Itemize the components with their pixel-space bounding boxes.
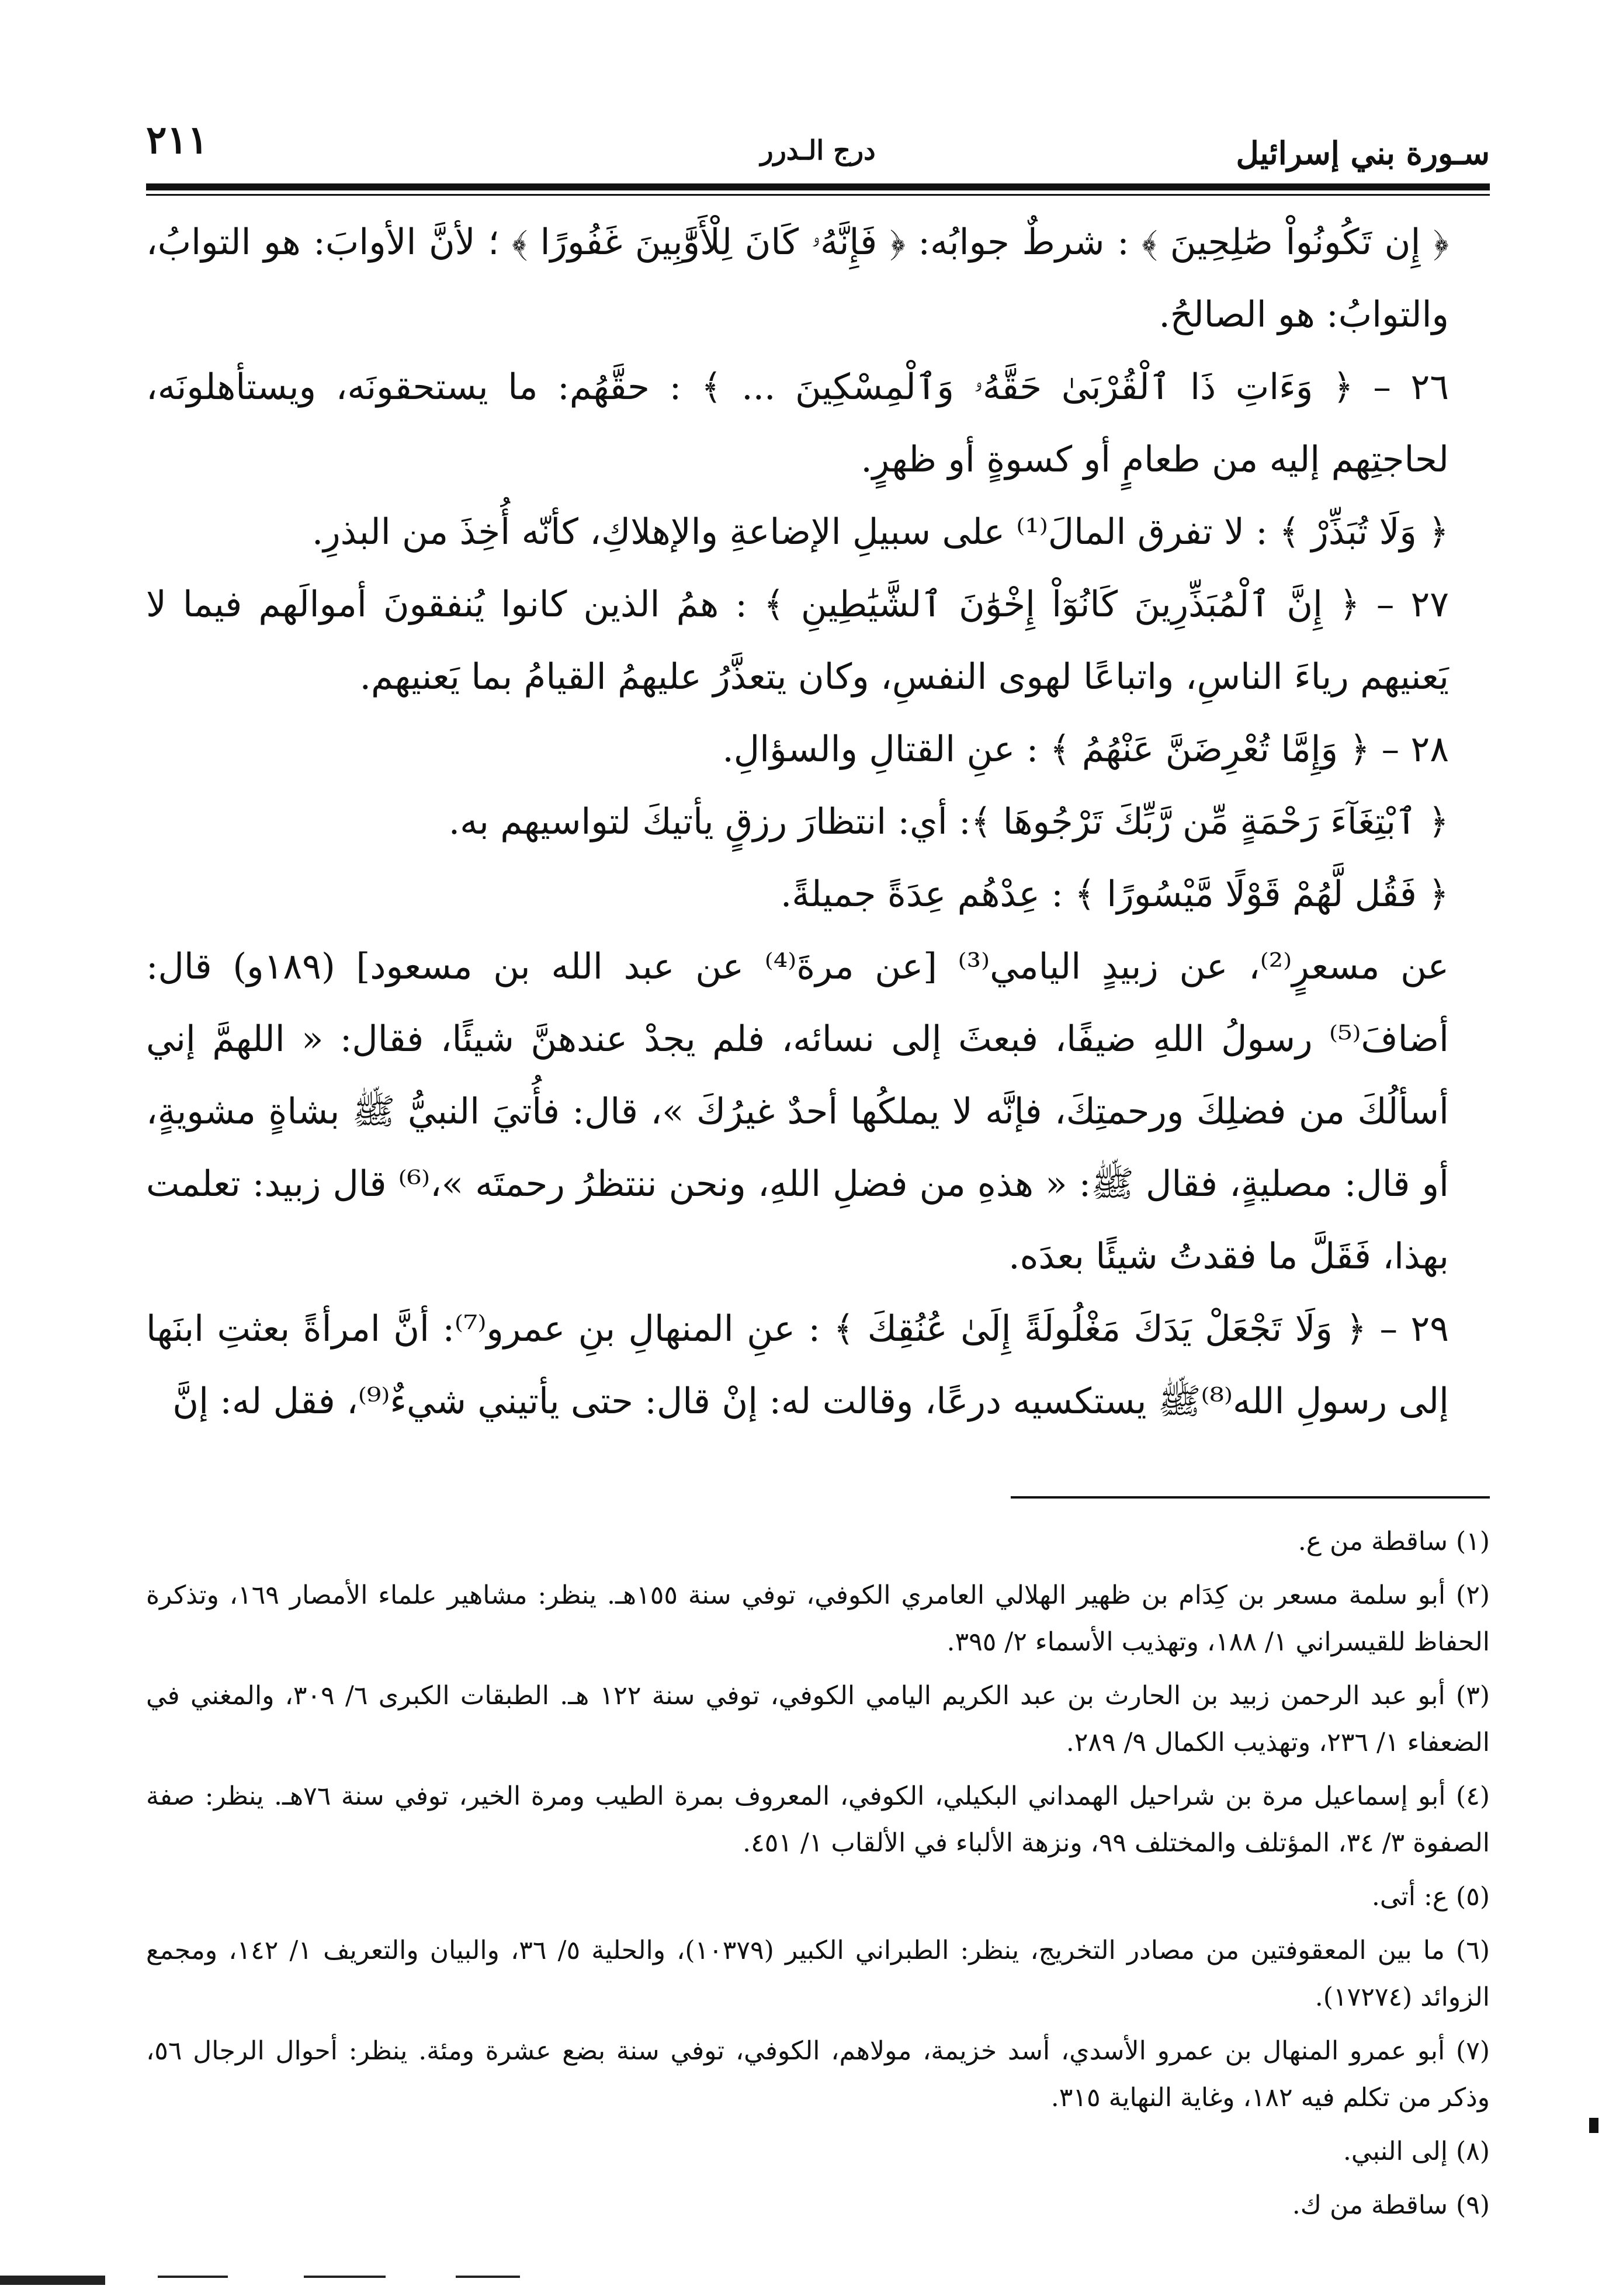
paragraph-6: ﴿ ٱبْتِغَآءَ رَحْمَةٍ مِّن رَّبِّكَ تَرْجُوهَا ﴾: أي: انتظارَ رزقٍ يأتيكَ لتواسيهم به. — [448, 801, 1449, 842]
paragraph-4: ٢٧ – ﴿ إِنَّ ٱلْمُبَذِّرِينَ كَانُوٓاْ إِخْوَٰنَ ٱلشَّيَٰطِينِ ﴾ : همُ الذين كانوا يُنفقونَ أموالَهم فيما لا يَعنيهم رياءَ الناسِ، واتباعًا لهوى النفسِ، وكان يتعذَّرُ عليهمُ القيامُ بما يَعنيهم. — [146, 584, 1449, 698]
chapter-title: سـورة بني إسرائيل — [1236, 134, 1490, 172]
paragraph-5: ٢٨ – ﴿ وَإِمَّا تُعْرِضَنَّ عَنْهُمُ ﴾ : عنِ القتالِ والسؤالِ. — [722, 729, 1449, 770]
footnote: (٩) ساقطة من ك. — [1292, 2190, 1490, 2220]
footnote: (٨) إلى النبي. — [1343, 2137, 1490, 2166]
paragraph-3: ﴿ وَلَا تُبَذِّرْ ﴾ : لا تفرق المالَ⁽¹⁾ على سبيلِ الإضاعةِ والإهلاكِ، كأنّه أُخِذَ من البذرِ. — [311, 511, 1449, 553]
paragraph-7: ﴿ فَقُل لَّهُمْ قَوْلًا مَّيْسُورًا ﴾ : عِدْهُم عِدَةً جميلةً. — [780, 873, 1449, 915]
book-title: درج الـدرر — [760, 134, 876, 166]
header-rule-thin — [146, 194, 1490, 196]
footnote: (٥) ع: أتى. — [1371, 1882, 1490, 1912]
page-number: ٢١١ — [146, 117, 209, 162]
paragraph-9: ٢٩ – ﴿ وَلَا تَجْعَلْ يَدَكَ مَغْلُولَةً إِلَىٰ عُنُقِكَ ﴾ : عنِ المنهالِ بنِ عمرو⁽⁷⁾: أنَّ امرأةً بعثتِ ابنَها إلى رسولِ الله⁽⁸⁾ﷺ يستكسيه درعًا، وقالت له: إنْ قال: حتى يأتيني شيءٌ⁽⁹⁾، فقل له: إنَّ — [146, 1308, 1449, 1422]
header-rule-thick — [146, 183, 1490, 190]
footnote: (١) ساقطة من ع. — [1298, 1527, 1490, 1556]
book-page — [146, 93, 1490, 2236]
paragraph-1: ﴿ إِن تَكُونُواْ صَٰلِحِينَ ﴾ : شرطٌ جوابُه: ﴿ فَإِنَّهُۥ كَانَ لِلْأَوَّٰبِينَ غَفُورًا ﴾ ؛ لأنَّ الأوابَ: هو التوابُ، والتوابُ: هو الصالحُ. — [146, 221, 1449, 335]
footnote: (٣) أبو عبد الرحمن زبيد بن الحارث بن عبد الكريم اليامي الكوفي، توفي سنة ١٢٢ هـ. الطبقات الكبرى ٦/ ٣٠٩، والمغني في الضعفاء ١/ ٢٣٦، وتهذيب الكمال ٩/ ٢٨٩. — [146, 1681, 1490, 1757]
paragraph-2: ٢٦ – ﴿ وَءَاتِ ذَا ٱلْقُرْبَىٰ حَقَّهُۥ وَٱلْمِسْكِينَ ... ﴾ : حقَّهُم: ما يستحقونَه، ويستأهلونَه، لحاجتِهم إليه من طعامٍ أو كسوةٍ أو ظهرٍ. — [146, 366, 1449, 480]
main-text — [146, 206, 1490, 1438]
scan-mark — [304, 2276, 386, 2278]
running-header — [146, 93, 1490, 181]
footnote: (٤) أبو إسماعيل مرة بن شراحيل الهمداني البكيلي، الكوفي، المعروف بمرة الطيب ومرة الخير، توفي سنة ٧٦هـ. ينظر: صفة الصفوة ٣/ ٣٤، المؤتلف والمختلف ٩٩، ونزهة الألباء في الألقاب ١/ ٤٥١. — [146, 1781, 1490, 1858]
paragraph-8: عن مسعرٍ⁽²⁾، عن زبيدٍ اليامي⁽³⁾ [عن مرةَ⁽⁴⁾ عن عبد الله بن مسعود] (١٨٩و) قال: أضافَ⁽⁵⁾ رسولُ اللهِ ضيفًا، فبعثَ إلى نسائه، فلم يجدْ عندهنَّ شيئًا، فقال: « اللهمَّ إني أسألُكَ من فضلِكَ ورحمتِكَ، فإنَّه لا يملكُها أحدٌ غيرُكَ »، قال: فأُتيَ النبيُّ ﷺ بشاةٍ مشويةٍ، أو قال: مصليةٍ، فقال ﷺ: « هذهِ من فضلِ اللهِ، ونحن ننتظرُ رحمتَه »،⁽⁶⁾ قال زبيد: تعلمت بهذا، فَقَلَّ ما فقدتُ شيئًا بعدَه. — [146, 946, 1449, 1277]
footnote-separator — [1011, 1496, 1490, 1499]
footnotes — [146, 1518, 1490, 2229]
footnote: (٢) أبو سلمة مسعر بن كِدَام بن ظهير الهلالي العامري الكوفي، توفي سنة ١٥٥هـ. ينظر: مشاهير علماء الأمصار ١٦٩، وتذكرة الحفاظ للقيسراني ١/ ١٨٨، وتهذيب الأسماء ٢/ ٣٩٥. — [146, 1580, 1490, 1657]
scan-mark — [1589, 2118, 1598, 2133]
footnote: (٦) ما بين المعقوفتين من مصادر التخريج، ينظر: الطبراني الكبير (١٠٣٧٩)، والحلية ٥/ ٣٦، والبيان والتعريف ١/ ١٤٢، ومجمع الزوائد (١٧٢٧٤). — [146, 1936, 1490, 2012]
footnote: (٧) أبو عمرو المنهال بن عمرو الأسدي، أسد خزيمة، مولاهم، الكوفي، توفي سنة بضع عشرة ومئة. ينظر: أحوال الرجال ٥٦، وذكر من تكلم فيه ١٨٢، وغاية النهاية ٣١٥. — [146, 2036, 1490, 2113]
scan-edge-marks — [0, 2276, 1609, 2287]
scan-mark — [158, 2276, 228, 2278]
scan-mark — [0, 2276, 105, 2285]
scan-mark — [456, 2276, 520, 2278]
